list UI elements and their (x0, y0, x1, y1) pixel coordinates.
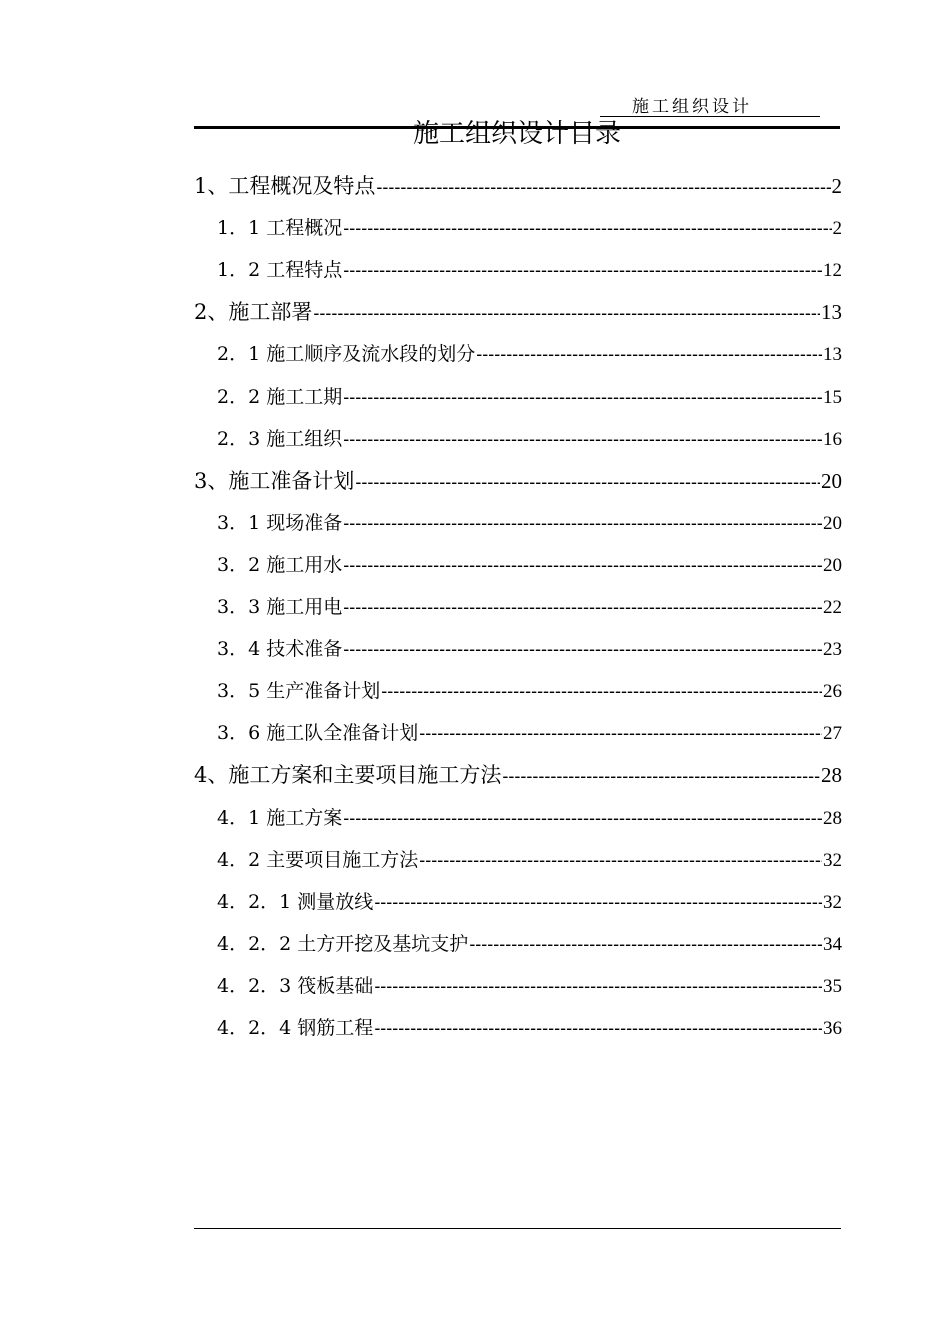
toc-leader-dashes (419, 844, 822, 876)
toc-entry-page-number: 26 (823, 681, 842, 703)
toc-leader-dashes (374, 1012, 822, 1044)
toc-entry[interactable] (217, 844, 842, 876)
toc-entry-label: 4．2．1 测量放线 (217, 890, 374, 913)
toc-entry-page-number: 35 (823, 975, 842, 997)
toc-leader-dashes (476, 338, 822, 370)
toc-entry-page-number: 20 (823, 554, 842, 576)
toc-entry[interactable] (194, 170, 842, 202)
toc-leader-dashes (374, 970, 822, 1002)
toc-entry[interactable] (217, 675, 842, 707)
toc-entry-label: 1、工程概况及特点 (194, 174, 376, 198)
toc-entry-label: 2．2 施工工期 (217, 385, 343, 408)
toc-entry-label: 3．2 施工用水 (217, 553, 343, 576)
toc-leader-dashes (343, 507, 822, 539)
toc-leader-dashes (343, 802, 822, 834)
toc-entry-page-number: 20 (823, 512, 842, 534)
toc-entry-label: 4．2．2 土方开挖及基坑支护 (217, 932, 469, 955)
toc-entry[interactable] (217, 928, 842, 960)
toc-entry-label: 1．1 工程概况 (217, 217, 343, 240)
toc-leader-dashes (343, 423, 822, 455)
toc-leader-dashes (343, 549, 822, 581)
toc-entry[interactable] (217, 591, 842, 623)
toc-entry-label: 3．1 现场准备 (217, 511, 343, 534)
toc-leader-dashes (343, 254, 822, 286)
toc-entry-page-number: 16 (823, 428, 842, 450)
toc-entry-page-number: 2 (831, 174, 842, 198)
toc-entry-label: 4．2 主要项目施工方法 (217, 848, 419, 871)
toc-entry-label: 4．1 施工方案 (217, 806, 343, 829)
page-title: 施工组织设计目录 (412, 119, 621, 149)
toc-entry-label: 2、施工部署 (194, 300, 313, 325)
toc-entry-label: 2．3 施工组织 (217, 427, 343, 450)
toc-entry-label: 3、施工准备计划 (194, 468, 355, 493)
toc-entry-label: 3．6 施工队全准备计划 (217, 722, 419, 745)
toc-entry-page-number: 32 (823, 891, 842, 913)
toc-entry-label: 3．4 技术准备 (217, 638, 343, 661)
toc-leader-dashes (419, 717, 822, 749)
toc-entry[interactable] (194, 465, 842, 497)
toc-entry-page-number: 15 (823, 386, 842, 408)
toc-entry[interactable] (217, 802, 842, 834)
toc-entry[interactable] (217, 423, 842, 455)
toc-leader-dashes (343, 212, 831, 244)
toc-entry-label: 2．1 施工顺序及流水段的划分 (217, 343, 476, 366)
toc-entry-page-number: 13 (823, 344, 842, 366)
toc-entry-page-number: 27 (823, 723, 842, 745)
toc-entry[interactable] (217, 338, 842, 370)
toc-entry[interactable] (194, 296, 842, 328)
toc-leader-dashes (343, 633, 822, 665)
toc-leader-dashes (313, 297, 820, 328)
toc-entry[interactable] (217, 254, 842, 286)
toc-entry-page-number: 13 (821, 300, 842, 325)
toc-entry-page-number: 23 (823, 639, 842, 661)
toc-entry-label: 1．2 工程特点 (217, 259, 343, 282)
toc-entry-label: 3．3 施工用电 (217, 596, 343, 618)
toc-leader-dashes (376, 171, 830, 202)
footer-rule (194, 1228, 841, 1229)
toc-leader-dashes (502, 760, 820, 791)
toc-entry[interactable] (217, 381, 842, 413)
toc-entry[interactable] (217, 970, 842, 1002)
toc-entry[interactable] (217, 886, 842, 918)
running-header-title: 施工组织设计 (632, 97, 752, 117)
toc-entry-page-number: 22 (823, 597, 842, 618)
toc-leader-dashes (343, 591, 822, 623)
toc-entry[interactable] (217, 507, 842, 539)
toc-entry-label: 4、施工方案和主要项目施工方法 (194, 763, 502, 788)
toc-entry[interactable] (217, 717, 842, 749)
toc-leader-dashes (374, 886, 822, 918)
toc-entry-label: 3．5 生产准备计划 (217, 680, 381, 703)
toc-leader-dashes (381, 675, 822, 707)
toc-entry-label: 4．2．4 钢筋工程 (217, 1017, 374, 1039)
toc-entry-page-number: 2 (832, 218, 842, 240)
toc-entry-page-number: 20 (821, 468, 842, 493)
toc-entry-page-number: 28 (821, 763, 842, 788)
toc-entry-page-number: 32 (823, 849, 842, 871)
toc-entry[interactable] (217, 549, 842, 581)
toc-leader-dashes (355, 466, 820, 497)
toc-entry[interactable] (194, 759, 842, 791)
toc-entry[interactable] (217, 1012, 842, 1044)
toc-entry-page-number: 34 (823, 933, 842, 955)
toc-entry-page-number: 28 (823, 807, 842, 829)
toc-entry[interactable] (217, 633, 842, 665)
toc-leader-dashes (469, 928, 822, 960)
toc-entry[interactable] (217, 212, 842, 244)
toc-entry-page-number: 12 (823, 260, 842, 282)
toc-leader-dashes (343, 381, 822, 413)
toc-entry-label: 4．2．3 筏板基础 (217, 974, 374, 997)
toc-entry-page-number: 36 (823, 1018, 842, 1039)
